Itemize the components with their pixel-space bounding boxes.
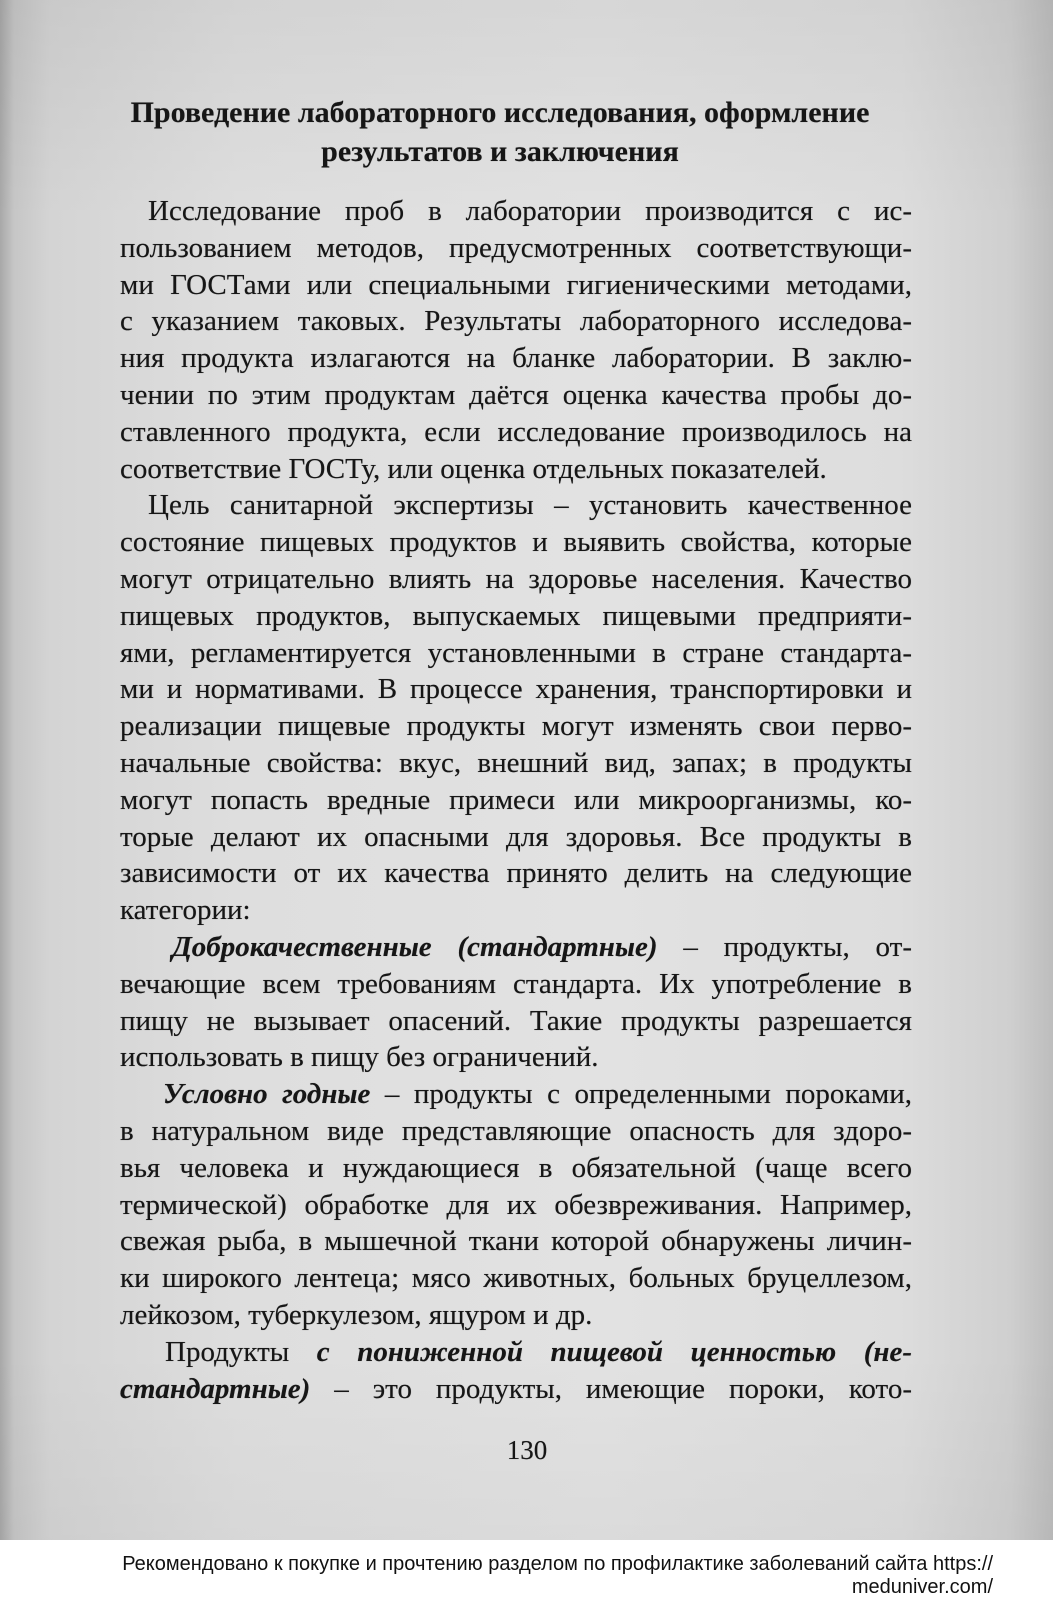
text-line: пищевых продуктов, выпускаемых пищевыми предприяти- [120,599,912,632]
text-line: состояние пищевых продуктов и выявить свойства, которые [120,526,912,559]
text-line: термической) обработке для их обезвреживания. Например, [120,1188,912,1221]
site-footer-note [122,1553,993,1599]
text-line: вечающие всем требованиям стандарта. Их употребление в [120,967,912,1000]
heading-line: Проведение лабораторного исследования, оформление [130,96,870,129]
emphasized-term: с пониженной пищевой ценностью (не- [316,1335,912,1368]
footer-text: Рекомендовано к покупке и прочтению разделом по профилактике заболеваний сайта https:// [122,1553,993,1575]
text-line: свежая рыба, в мышечной ткани которой обнаружены личин- [120,1225,912,1258]
text-line: Цель санитарной экспертизы – установить качественное [148,489,912,522]
text-run: – это продукты, имеющие пороки, кото- [310,1372,912,1405]
text-line: с указанием таковых. Результаты лабораторного исследова- [120,305,912,338]
text-line: категории: [120,894,251,927]
text-line: ставленного продукта, если исследование производилось на [120,415,912,448]
paragraph [120,1334,912,1408]
text-line: могут попасть вредные примеси или микроорганизмы, ко- [120,783,912,816]
footer-url: meduniver.com/ [851,1576,993,1598]
text-line: пользованием методов, предусмотренных соответствующи- [120,231,912,264]
text-line [120,1371,912,1408]
text-line [120,1334,912,1371]
text-line [120,1076,912,1113]
text-line: начальные свойства: вкус, внешний вид, запах; в продукты [120,746,912,779]
paragraph [120,929,912,1076]
text-line: чении по этим продуктам даётся оценка качества пробы до- [120,378,912,411]
text-line: ми и нормативами. В процессе хранения, транспортировки и [120,673,912,706]
paragraph [120,193,912,487]
text-line: реализации пищевые продукты могут изменять свои перво- [120,710,912,743]
text-line: зависимости от их качества принято делить на следующие [120,857,912,890]
text-line: ями, регламентируется установленными в стране стандарта- [120,636,912,669]
section-heading [90,93,910,171]
text-run: Продукты [165,1335,317,1368]
page-number: 130 [506,1435,548,1465]
emphasized-term: Доброкачественные (стандартные) [172,930,658,963]
heading-line: результатов и заключения [321,135,679,168]
text-line: торые делают их опасными для здоровья. Все продукты в [120,820,912,853]
text-line: ми ГОСТами или специальными гигиеническими методами, [120,268,912,301]
text-line: ки широкого лентеца; мясо животных, больных бруцеллезом, [120,1262,912,1295]
text-line: лейкозом, туберкулезом, ящуром и др. [120,1298,593,1331]
text-line: соответствие ГОСТу, или оценка отдельных показателей. [120,452,827,485]
text-line: в натуральном виде представляющие опасность для здоро- [120,1114,912,1147]
text-run: – продукты с определенными пороками, [370,1078,912,1111]
emphasized-term: стандартные) [120,1372,311,1405]
text-line: могут отрицательно влиять на здоровье населения. Качество [120,562,912,595]
text-run: – продукты, от- [657,930,912,963]
paragraph [120,1076,912,1334]
text-line: ния продукта излагаются на бланке лаборатории. В заклю- [120,342,912,375]
text-line: использовать в пищу без ограничений. [120,1041,599,1074]
emphasized-term: Условно годные [163,1078,371,1111]
text-line: вья человека и нуждающиеся в обязательной (чаще всего [120,1151,912,1184]
paragraph [120,487,912,929]
text-line: пищу не вызывает опасений. Такие продукты разрешается [120,1004,912,1037]
text-line: Исследование проб в лаборатории производится с ис- [148,195,912,227]
text-line [120,929,912,966]
body-text [120,193,912,1407]
